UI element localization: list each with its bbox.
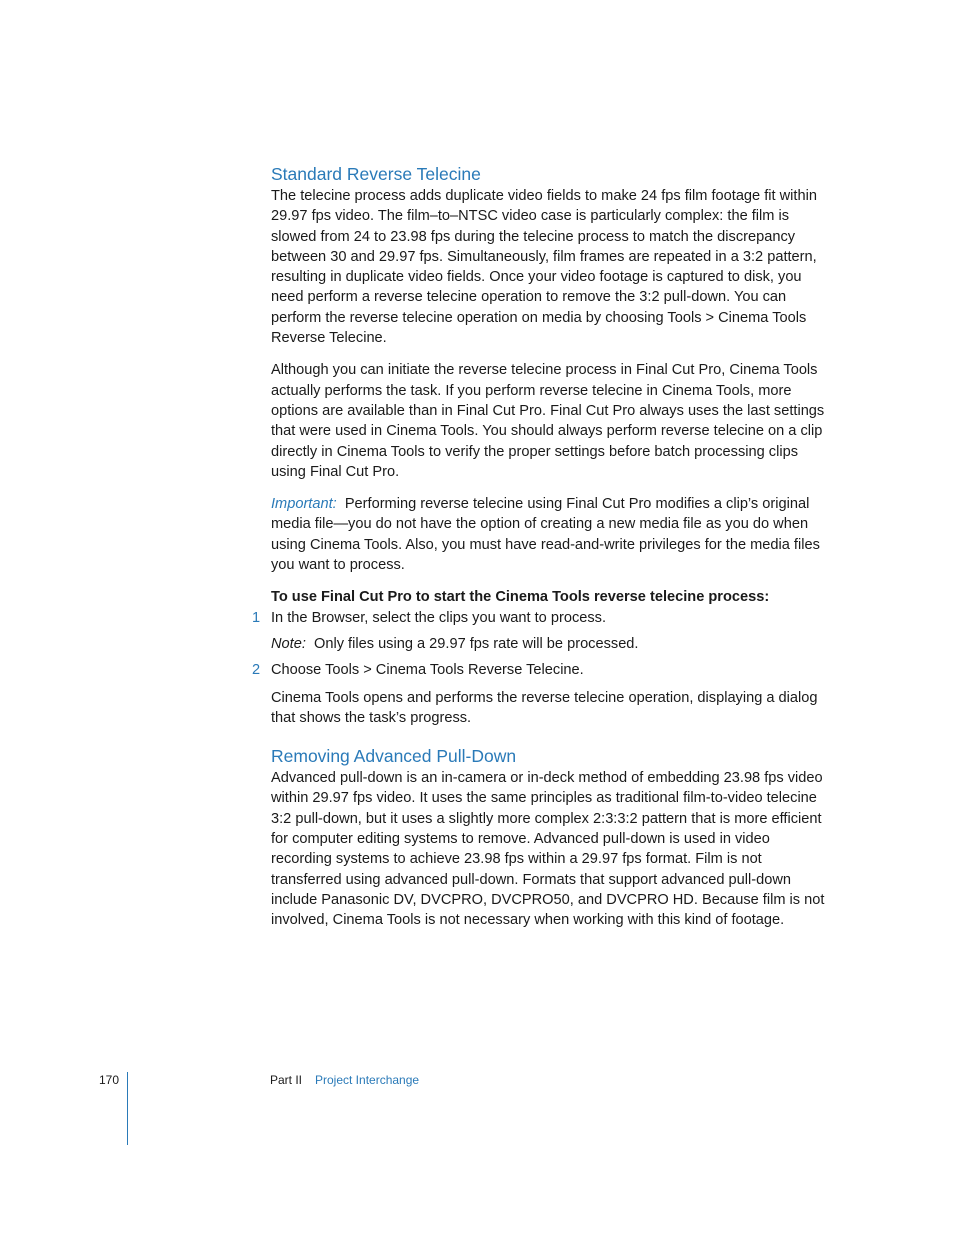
section-heading-removing-advanced-pull-down: Removing Advanced Pull-Down (271, 746, 517, 767)
important-note (271, 494, 831, 575)
step-1 (252, 608, 831, 628)
important-text: Performing reverse telecine using Final Cut Pro modifies a clip’s original media file—you do not have the option of creating a new media file as you do when using Cinema Tools. Also, you must have read-and-write privileges for the media files you want to process. (271, 496, 820, 574)
note-label: Note: (271, 635, 306, 652)
part-label: Part II (270, 1073, 303, 1087)
important-label: Important: (271, 496, 337, 513)
body-paragraph: Advanced pull-down is an in-camera or in-deck method of embedding 23.98 fps video within 29.97 fps video. It uses the same principles as traditional film-to-video telecine 3:2 pull-down, but it uses a slightly more complex 2:3:3:2 pattern that is more efficient for computer editing systems to remove. Advanced pull-down is used in video recording systems to achieve 23.98 fps within a 29.97 fps format. Film is not transferred using advanced pull-down. Formats that support advanced pull-down include Panasonic DV, DVCPRO, DVCPRO50, and DVCPRO HD. Because film is not involved, Cinema Tools is not necessary when working with this kind of footage. (271, 770, 825, 929)
page-footer (0, 1072, 954, 1152)
task-title: To use Final Cut Pro to start the Cinema Tools reverse telecine process: (271, 589, 770, 606)
step-2 (252, 660, 831, 680)
section-heading-standard-reverse-telecine: Standard Reverse Telecine (271, 164, 481, 184)
page-content (252, 162, 831, 931)
page-number: 170 (99, 1073, 120, 1087)
step-number: 2 (252, 662, 261, 679)
note-text: Only files using a 29.97 fps rate will be processed. (314, 635, 639, 652)
body-paragraph: The telecine process adds duplicate video fields to make 24 fps film footage fit within 29.97 fps video. The film–to–NTSC video case is particularly complex: the film is slowed from 24 to 23.98 fps during the telecine process to match the discrepancy between 30 and 29.97 fps. Simultaneously, film frames are repeated in a 3:2 pattern, resulting in duplicate video fields. Once your video footage is captured to disk, you need perform a reverse telecine operation to remove the 3:2 pull-down. You can perform the reverse telecine operation on media by choosing Tools > Cinema Tools Reverse Telecine. (271, 188, 817, 347)
step-text: In the Browser, select the clips you want to process. (271, 609, 607, 626)
footer-divider (127, 1072, 128, 1145)
step-result: Cinema Tools opens and performs the reverse telecine operation, displaying a dialog that shows the task’s progress. (271, 689, 818, 726)
body-paragraph: Although you can initiate the reverse telecine process in Final Cut Pro, Cinema Tools actually performs the task. If you perform reverse telecine in Cinema Tools, more options are available than in Final Cut Pro. Final Cut Pro always uses the last settings that were used in Cinema Tools. You should always perform reverse telecine on a clip directly in Cinema Tools to verify the proper settings before batch processing clips using Final Cut Pro. (271, 362, 825, 480)
step-note (271, 634, 831, 654)
step-number: 1 (252, 609, 261, 626)
part-title: Project Interchange (315, 1073, 420, 1087)
step-text: Choose Tools > Cinema Tools Reverse Telecine. (271, 662, 584, 679)
